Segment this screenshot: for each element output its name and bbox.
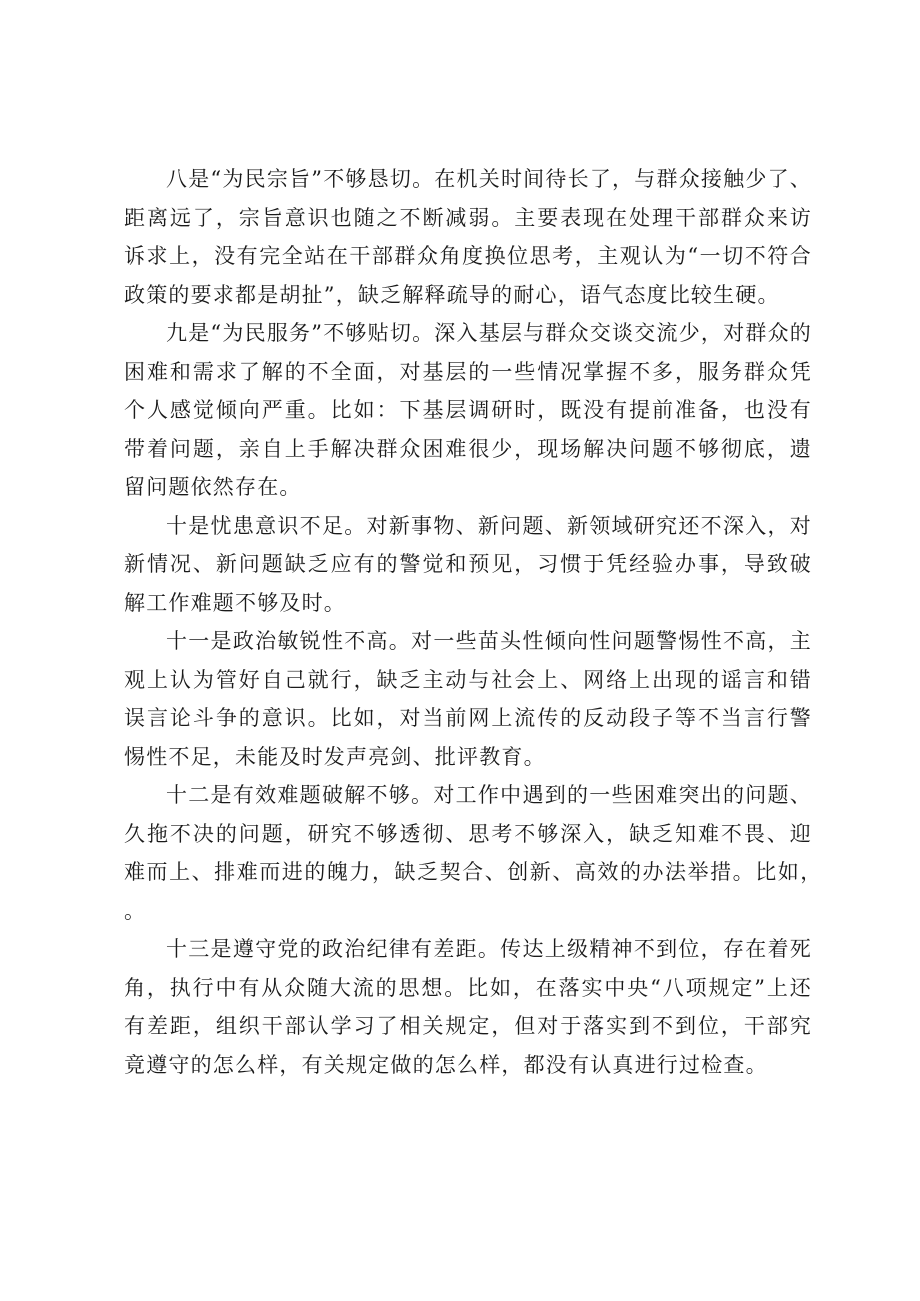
paragraph-thirteen: 十三是遵守党的政治纪律有差距。传达上级精神不到位，存在着死角，执行中有从众随大流的思想。比如，在落实中央“八项规定”上还有差距，组织干部认学习了相关规定，但对于落实到不到位，干部究竟遵守的怎么样，有关规定做的怎么样，都没有认真进行过检查。 — [124, 937, 812, 1077]
document-body — [124, 160, 857, 1084]
paragraph-twelve: 十二是有效难题破解不够。对工作中遇到的一些困难突出的问题、久拖不决的问题，研究不够透彻、思考不够深入，缺乏知难不畏、迎难而上、排难而进的魄力，缺乏契合、创新、高效的办法举措。比如， 。 — [124, 783, 857, 923]
paragraph-ten: 十是忧患意识不足。对新事物、新问题、新领域研究还不深入，对新情况、新问题缺乏应有的警觉和预见，习惯于凭经验办事，导致破解工作难题不够及时。 — [124, 513, 812, 615]
paragraph-eight: 八是“为民宗旨”不够恳切。在机关时间待长了，与群众接触少了、距离远了，宗旨意识也随之不断减弱。主要表现在处理干部群众来访诉求上，没有完全站在干部群众角度换位思考，主观认为“一切不符合政策的要求都是胡扯”，缺乏解释疏导的耐心，语气态度比较生硬。 — [124, 167, 812, 307]
paragraph-nine: 九是“为民服务”不够贴切。深入基层与群众交谈交流少，对群众的困难和需求了解的不全面，对基层的一些情况掌握不多，服务群众凭个人感觉倾向严重。比如：下基层调研时，既没有提前准备，也没有带着问题，亲自上手解决群众困难很少，现场解决问题不够彻底，遗留问题依然存在。 — [124, 321, 812, 499]
paragraph-eleven: 十一是政治敏锐性不高。对一些苗头性倾向性问题警惕性不高，主观上认为管好自己就行，缺乏主动与社会上、网络上出现的谣言和错误言论斗争的意识。比如，对当前网上流传的反动段子等不当言行警惕性不足，未能及时发声亮剑、批评教育。 — [124, 629, 812, 769]
